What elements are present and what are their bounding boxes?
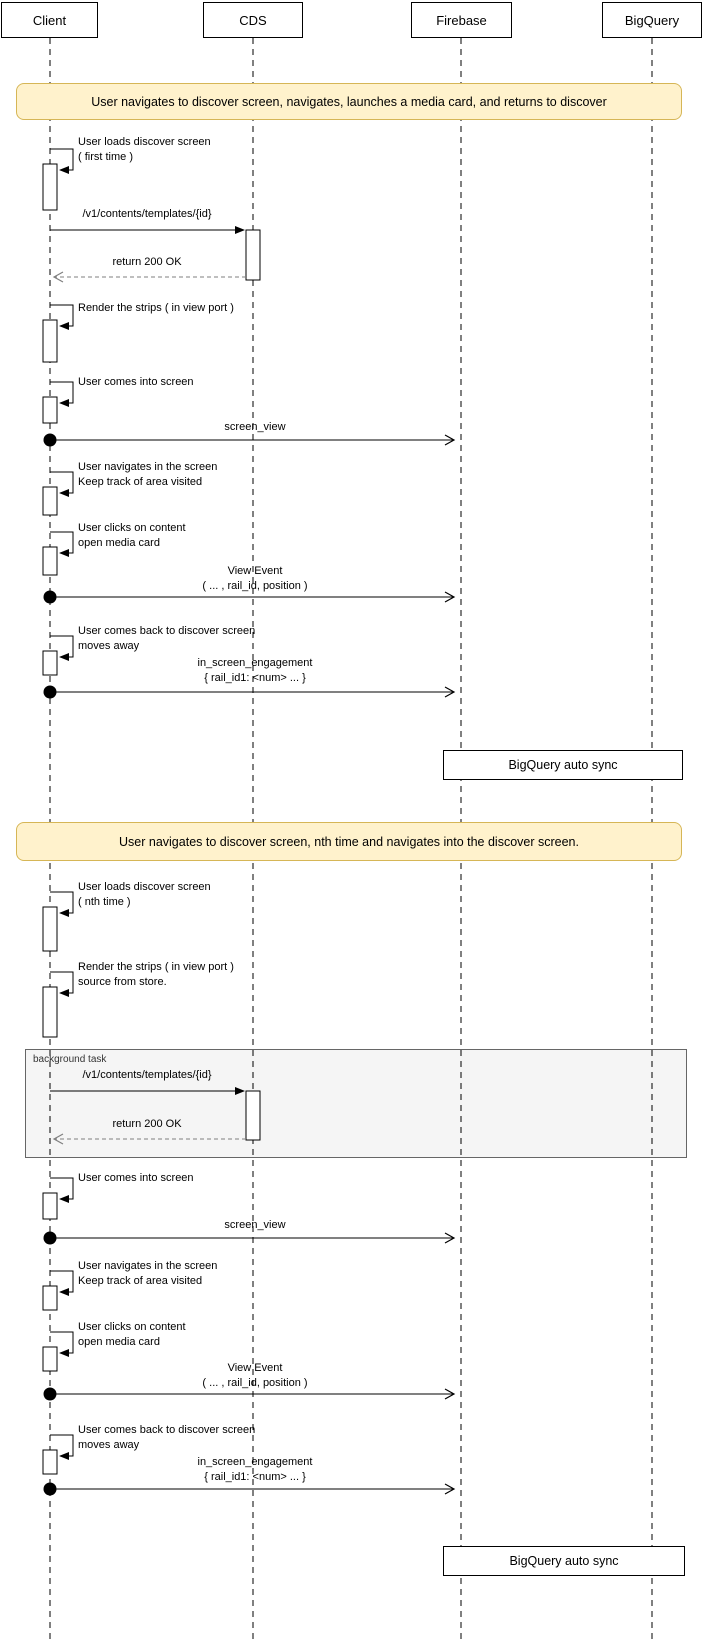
background-task-frame-label: background task xyxy=(33,1054,107,1065)
note-text: User navigates to discover screen, navigates, launches a media card, and returns to discover xyxy=(91,94,607,109)
label-screen-view: screen_view xyxy=(224,1219,286,1231)
label-load-first-time: User loads discover screen ( first time ) xyxy=(78,136,211,163)
label-return-200-ok: return 200 OK xyxy=(112,256,182,268)
actor-cds xyxy=(203,2,303,38)
label-comes-back: User comes back to discover screen moves away xyxy=(78,1424,256,1451)
activation-cds xyxy=(246,1091,260,1140)
label-navigates: User navigates in the screen Keep track of area visited xyxy=(78,461,218,488)
label-clicks-content: User clicks on content open media card xyxy=(78,1321,186,1348)
actor-label: Firebase xyxy=(436,12,487,28)
label-comes-into-screen: User comes into screen xyxy=(78,1172,194,1184)
label-view-event: View Event ( ... , rail_id, position ) xyxy=(202,565,308,592)
actor-bigquery xyxy=(602,2,702,38)
label-return-200-ok: return 200 OK xyxy=(112,1118,182,1130)
found-message-dot xyxy=(44,434,57,447)
label-navigates: User navigates in the screen Keep track of area visited xyxy=(78,1260,218,1287)
actor-firebase xyxy=(411,2,512,38)
found-message-dot xyxy=(44,686,57,699)
label-view-event: View Event ( ... , rail_id, position ) xyxy=(202,1362,308,1389)
label-comes-into-screen: User comes into screen xyxy=(78,376,194,388)
activation-client xyxy=(43,320,57,362)
actor-label: BigQuery xyxy=(624,12,680,28)
activation-client xyxy=(43,487,57,515)
label-fetch-templates: /v1/contents/templates/{id} xyxy=(82,208,212,220)
label-clicks-content: User clicks on content open media card xyxy=(78,522,186,549)
note-section1 xyxy=(16,83,682,120)
bigquery-auto-sync-box xyxy=(443,1546,685,1576)
sync-box-label: BigQuery auto sync xyxy=(508,758,618,772)
activation-cds xyxy=(246,230,260,280)
label-render-from-store: Render the strips ( in view port ) source from store. xyxy=(78,961,234,988)
label-render-strips: Render the strips ( in view port ) xyxy=(78,302,234,314)
bigquery-auto-sync-box xyxy=(443,750,683,780)
note-section2 xyxy=(16,822,682,861)
activation-client xyxy=(43,1193,57,1219)
label-in-screen-engagement: in_screen_engagement { rail_id1: <num> ... } xyxy=(197,657,313,684)
label-in-screen-engagement: in_screen_engagement { rail_id1: <num> ... } xyxy=(197,1456,313,1483)
activation-client xyxy=(43,987,57,1037)
label-comes-back: User comes back to discover screen moves away xyxy=(78,625,256,652)
sync-box-label: BigQuery auto sync xyxy=(509,1554,619,1568)
actor-label: Client xyxy=(32,12,67,28)
label-load-nth-time: User loads discover screen ( nth time ) xyxy=(78,881,211,908)
found-message-dot xyxy=(44,1232,57,1245)
actor-label: CDS xyxy=(239,12,267,28)
label-fetch-templates: /v1/contents/templates/{id} xyxy=(82,1069,212,1081)
label-screen-view: screen_view xyxy=(224,421,286,433)
activation-client xyxy=(43,164,57,210)
activation-client xyxy=(43,1286,57,1310)
note-text: User navigates to discover screen, nth time and navigates into the discover screen. xyxy=(119,834,579,849)
activation-client xyxy=(43,907,57,951)
actor-client xyxy=(1,2,98,38)
